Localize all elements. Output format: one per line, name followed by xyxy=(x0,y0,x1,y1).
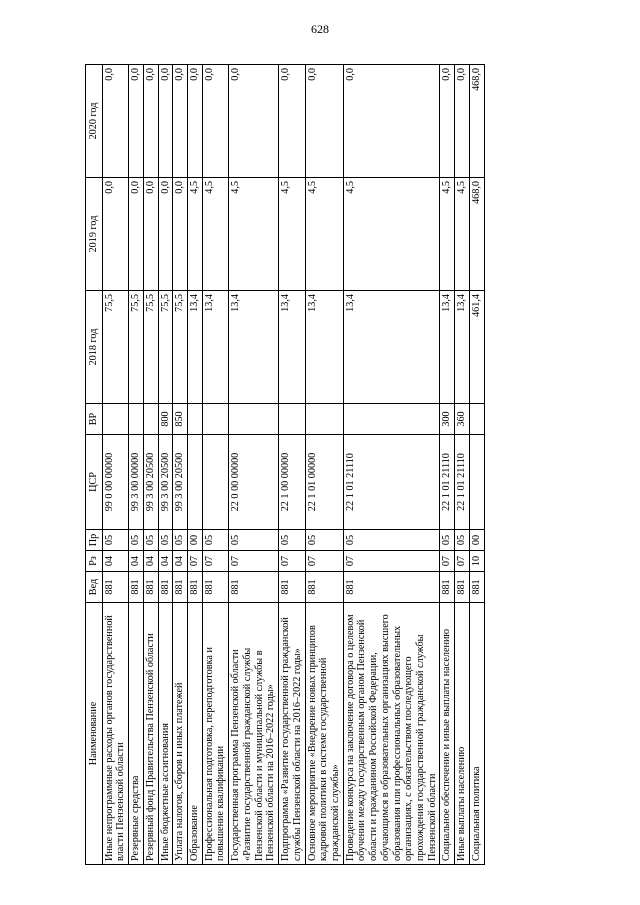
cell-ved: 881 xyxy=(102,572,128,603)
cell-rz: 04 xyxy=(143,551,158,572)
cell-vr xyxy=(102,404,128,435)
cell-ved: 881 xyxy=(143,572,158,603)
cell-csr: 99 3 00 20500 xyxy=(173,435,188,530)
cell-rz: 07 xyxy=(455,551,470,572)
table-row xyxy=(188,65,203,865)
cell-csr xyxy=(188,435,203,530)
cell-2019: 0,0 xyxy=(129,178,144,291)
cell-vr xyxy=(229,404,279,435)
cell-name: Иные выплаты населению xyxy=(455,603,470,865)
header-name: Наименование xyxy=(86,603,103,865)
cell-pr: 05 xyxy=(173,530,188,551)
cell-ved: 881 xyxy=(469,572,484,603)
cell-2018: 75,5 xyxy=(102,291,128,404)
cell-vr xyxy=(143,404,158,435)
cell-ved: 881 xyxy=(343,572,440,603)
header-ved: Вед xyxy=(86,572,103,603)
cell-pr: 05 xyxy=(305,530,343,551)
cell-pr: 05 xyxy=(129,530,144,551)
cell-2018: 13,4 xyxy=(279,291,305,404)
header-vr: ВР xyxy=(86,404,103,435)
header-rz: Рз xyxy=(86,551,103,572)
cell-2019: 4,5 xyxy=(305,178,343,291)
cell-2019: 0,0 xyxy=(102,178,128,291)
cell-rz: 04 xyxy=(173,551,188,572)
table-row xyxy=(158,65,173,865)
cell-2018: 13,4 xyxy=(440,291,455,404)
cell-2018: 13,4 xyxy=(188,291,203,404)
cell-name: Резервные средства xyxy=(129,603,144,865)
cell-2019: 4,5 xyxy=(440,178,455,291)
cell-ved: 881 xyxy=(279,572,305,603)
header-2019: 2019 год xyxy=(86,178,103,291)
cell-2018: 13,4 xyxy=(305,291,343,404)
cell-rz: 07 xyxy=(229,551,279,572)
cell-vr: 850 xyxy=(173,404,188,435)
table-row xyxy=(102,65,128,865)
cell-pr: 05 xyxy=(202,530,228,551)
cell-ved: 881 xyxy=(173,572,188,603)
cell-ved: 881 xyxy=(455,572,470,603)
cell-2020: 0,0 xyxy=(188,65,203,178)
cell-rz: 07 xyxy=(279,551,305,572)
cell-2020: 0,0 xyxy=(455,65,470,178)
cell-csr: 22 1 00 00000 xyxy=(279,435,305,530)
cell-name: Социальное обеспечение и иные выплаты населению xyxy=(440,603,455,865)
cell-vr xyxy=(129,404,144,435)
header-2020: 2020 год xyxy=(86,65,103,178)
cell-csr: 99 0 00 00000 xyxy=(102,435,128,530)
cell-name: Резервный фонд Правительства Пензенской области xyxy=(143,603,158,865)
cell-2020: 0,0 xyxy=(173,65,188,178)
cell-vr: 360 xyxy=(455,404,470,435)
cell-name: Основное мероприятие «Внедрение новых принципов кадровой политики в системе государственной гражданской службы» xyxy=(305,603,343,865)
table-row xyxy=(440,65,455,865)
cell-2018: 461,4 xyxy=(469,291,484,404)
rotated-table-container xyxy=(85,65,605,865)
table-row xyxy=(305,65,343,865)
cell-pr: 05 xyxy=(343,530,440,551)
cell-2019: 4,5 xyxy=(188,178,203,291)
table-row xyxy=(469,65,484,865)
cell-ved: 881 xyxy=(202,572,228,603)
cell-csr: 22 1 01 21110 xyxy=(440,435,455,530)
cell-2020: 0,0 xyxy=(129,65,144,178)
cell-2019: 0,0 xyxy=(143,178,158,291)
cell-ved: 881 xyxy=(229,572,279,603)
cell-csr: 22 1 01 21110 xyxy=(455,435,470,530)
cell-ved: 881 xyxy=(440,572,455,603)
cell-2020: 0,0 xyxy=(158,65,173,178)
cell-2019: 4,5 xyxy=(202,178,228,291)
cell-vr xyxy=(469,404,484,435)
cell-2020: 0,0 xyxy=(305,65,343,178)
header-2018: 2018 год xyxy=(86,291,103,404)
cell-2020: 0,0 xyxy=(202,65,228,178)
cell-rz: 07 xyxy=(188,551,203,572)
cell-2018: 75,5 xyxy=(158,291,173,404)
cell-name: Проведение конкурса на заключение договора о целевом обучении между государственным органом Пензенской области и гражданином Российской Федерации, обучающимся в образовательных организациях высшего образования или профессиональных образовательных организациях, с обязательством последующего прохождения государственной гражданской службы Пензенской области xyxy=(343,603,440,865)
table-row xyxy=(343,65,440,865)
cell-ved: 881 xyxy=(305,572,343,603)
cell-rz: 04 xyxy=(158,551,173,572)
cell-2019: 0,0 xyxy=(173,178,188,291)
cell-2020: 0,0 xyxy=(229,65,279,178)
cell-ved: 881 xyxy=(188,572,203,603)
table-row xyxy=(202,65,228,865)
cell-rz: 07 xyxy=(202,551,228,572)
cell-name: Подпрограмма «Развитие государственной гражданской службы Пензенской области на 2016–2022 годы» xyxy=(279,603,305,865)
cell-2018: 13,4 xyxy=(229,291,279,404)
header-csr: ЦСР xyxy=(86,435,103,530)
cell-csr: 99 3 00 00000 xyxy=(129,435,144,530)
page-number: 628 xyxy=(311,22,329,36)
budget-table xyxy=(85,64,485,865)
cell-rz: 04 xyxy=(129,551,144,572)
cell-csr: 22 1 01 21110 xyxy=(343,435,440,530)
cell-vr xyxy=(188,404,203,435)
cell-csr xyxy=(469,435,484,530)
cell-pr: 05 xyxy=(229,530,279,551)
cell-vr: 800 xyxy=(158,404,173,435)
cell-2020: 0,0 xyxy=(102,65,128,178)
cell-pr: 00 xyxy=(469,530,484,551)
cell-name: Иные непрограммные расходы органов государственной власти Пензенской области xyxy=(102,603,128,865)
cell-pr: 05 xyxy=(440,530,455,551)
cell-pr: 05 xyxy=(279,530,305,551)
cell-vr xyxy=(343,404,440,435)
cell-2020: 0,0 xyxy=(279,65,305,178)
cell-ved: 881 xyxy=(158,572,173,603)
cell-csr: 99 3 00 20500 xyxy=(158,435,173,530)
header-pr: Пр xyxy=(86,530,103,551)
rotated-table-area xyxy=(85,65,605,865)
cell-pr: 05 xyxy=(158,530,173,551)
cell-2019: 0,0 xyxy=(158,178,173,291)
cell-name: Социальная политика xyxy=(469,603,484,865)
table-row xyxy=(129,65,144,865)
cell-2019: 468,0 xyxy=(469,178,484,291)
cell-2019: 4,5 xyxy=(229,178,279,291)
cell-csr: 22 0 00 00000 xyxy=(229,435,279,530)
cell-name: Иные бюджетные ассигнования xyxy=(158,603,173,865)
cell-vr: 300 xyxy=(440,404,455,435)
cell-pr: 00 xyxy=(188,530,203,551)
cell-vr xyxy=(202,404,228,435)
cell-csr: 99 3 00 20500 xyxy=(143,435,158,530)
cell-rz: 07 xyxy=(343,551,440,572)
cell-name: Уплата налогов, сборов и иных платежей xyxy=(173,603,188,865)
cell-csr: 22 1 01 00000 xyxy=(305,435,343,530)
cell-csr xyxy=(202,435,228,530)
table-row xyxy=(173,65,188,865)
table-row xyxy=(279,65,305,865)
cell-pr: 05 xyxy=(102,530,128,551)
cell-2018: 75,5 xyxy=(173,291,188,404)
cell-vr xyxy=(279,404,305,435)
cell-rz: 04 xyxy=(102,551,128,572)
cell-rz: 10 xyxy=(469,551,484,572)
cell-ved: 881 xyxy=(129,572,144,603)
cell-2019: 4,5 xyxy=(343,178,440,291)
cell-2020: 0,0 xyxy=(143,65,158,178)
cell-2018: 75,5 xyxy=(129,291,144,404)
cell-rz: 07 xyxy=(305,551,343,572)
cell-2018: 75,5 xyxy=(143,291,158,404)
cell-2019: 4,5 xyxy=(455,178,470,291)
cell-name: Профессиональная подготовка, переподготовка и повышение квалификации xyxy=(202,603,228,865)
table-row xyxy=(229,65,279,865)
cell-2018: 13,4 xyxy=(343,291,440,404)
cell-pr: 05 xyxy=(143,530,158,551)
cell-2018: 13,4 xyxy=(455,291,470,404)
cell-2018: 13,4 xyxy=(202,291,228,404)
cell-vr xyxy=(305,404,343,435)
cell-2020: 468,0 xyxy=(469,65,484,178)
cell-name: Образование xyxy=(188,603,203,865)
cell-2020: 0,0 xyxy=(440,65,455,178)
cell-2020: 0,0 xyxy=(343,65,440,178)
cell-rz: 07 xyxy=(440,551,455,572)
cell-2019: 4,5 xyxy=(279,178,305,291)
cell-pr: 05 xyxy=(455,530,470,551)
cell-name: Государственная программа Пензенской области «Развитие государственной гражданской службы Пензенской области и муниципальной службы в Пензенской области на 2016–2022 годы» xyxy=(229,603,279,865)
table-row xyxy=(143,65,158,865)
table-header-row xyxy=(86,65,103,865)
table-row xyxy=(455,65,470,865)
